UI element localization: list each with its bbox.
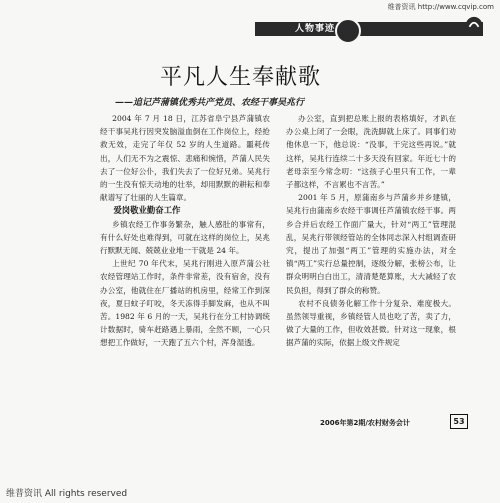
section-badge [335,18,361,44]
paragraph: 2001 年 5 月，原蒲南乡与芦蒲乡并乡建镇，吴兆行由蒲南乡农经干事调任芦蒲镇农经干事。两乡合并后农经工作面广量大，针对“两工”管理混乱，吴兆行带领经管站的全体同志深入村组调查研究，提出了加强“两工”管理的实施办法，对全镇“两工”实行总量控制，逐级分解，张榜公布，让群众明明白白出工，清清楚楚算账，大大减轻了农民负担，得到了群众的称赞。 [286,193,456,295]
issue-info: 2006年第2期/农村财务会计 [320,419,410,427]
paragraph: 办公室，直到把总账上报的表格填好，才趴在办公桌上闭了一会眼，洗洗脚就上床了。同事们劝他休息一下，他总说：“没事，干完这些再说。”就这样，吴兆行连续二十多天没有回家。年近七十的老母亲至今常念叨：“这孩子心里只有工作，一辈子都这样，不言累也不言苦。” [286,114,456,190]
page-number: 53 [450,414,468,429]
watermark: 维普资讯 All rights reserved [6,489,128,499]
paragraph: 乡镇农经工作事务繁杂，触人感肚的事常有，有什么好处也难得到，可就在这样的岗位上，吴兆行默默无闻、兢兢业业地一干就是 24 年。 [100,219,270,256]
paragraph: 农村不良债务化解工作十分复杂、难度极大。虽然领导重视，乡镇经管人员也吃了苦，卖了力，做了大量的工作，但收效甚微。针对这一现象，根据芦蒲的实际，依据上级文件规定 [286,298,456,348]
site-url: 维普资讯 http://www.cqvip.com [387,3,494,11]
section-heading: 爱岗敬业勤奋工作 [113,205,181,216]
paragraph: 上世纪 70 年代末，吴兆行刚进入原芦蒲公社农经管理站工作时，条件非常差，没有宿舍，没有办公室，他就住在厂播站的机房里，经常工作到深夜，夏日蚊子叮咬，冬天冻得手脚发麻，也从不叫苦。1982 年 6 月的一天，吴兆行在分工村协调统计数据时，骑车赶路遇上暴雨，全然不顾，一心只想把工作做好，一天跑了五六个村，浑身湿透。 [100,259,270,348]
text-column-left [100,112,270,350]
section-label: 人物事迹 [295,24,336,34]
paragraph: 2004 年 7 月 18 日，江苏省阜宁县芦蒲镇农经干事吴兆行因突发脑溢血倒在工作岗位上，经抢救无效，走完了年仅 52 岁的人生道路。噩耗传出，人们无不为之震惊、悲痛和惋惜，芦蒲人民失去了一位好公仆，我们失去了一位好兄弟。吴兆行的一生没有惊天动地的壮举，却用默默的耕耘和奉献谱写了壮丽的人生篇章。 [100,114,270,203]
article-subtitle: ——追记芦蒲镇优秀共产党员、农经干事吴兆行 [115,98,305,108]
section-banner [255,22,483,36]
magazine-logo-icon [465,16,483,34]
text-column-right [286,112,456,350]
article-title: 平凡人生奉献歌 [160,65,322,90]
